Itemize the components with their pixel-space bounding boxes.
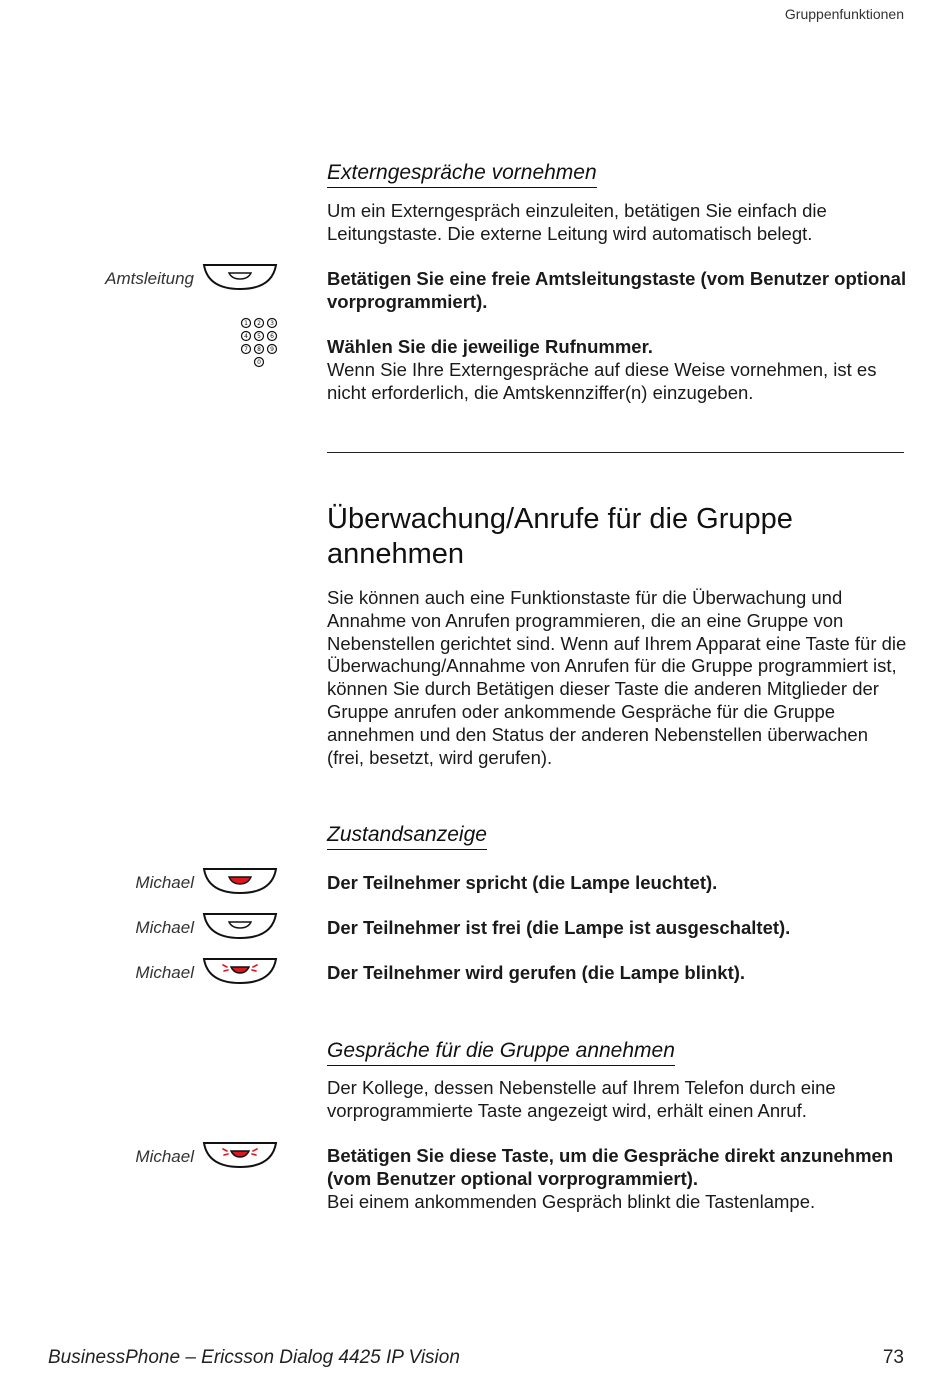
keypad-digit: 7 (244, 346, 248, 354)
footer-title: BusinessPhone – Ericsson Dialog 4425 IP Vision (48, 1347, 460, 1368)
external-step2-text: Wenn Sie Ihre Externgespräche auf diese Weise vornehmen, ist es nicht erforderlich, die Amtskennziffer(n) einzugeben. (327, 358, 877, 403)
external-step1: Betätigen Sie eine freie Amtsleitungstaste (vom Benutzer optional vorprogrammiert). (327, 268, 907, 312)
keypad-digit: 0 (257, 359, 261, 367)
external-step2 (327, 336, 907, 404)
keypad-digit: 4 (244, 333, 248, 341)
keypad-digit: 6 (270, 333, 274, 341)
status-row-label: Michael (135, 963, 194, 982)
external-step2-bold: Wählen Sie die jeweilige Rufnummer. (327, 336, 653, 357)
keypad-digit: 3 (270, 320, 274, 328)
keypad-icon (238, 315, 282, 373)
group-intro: Sie können auch eine Funktionstaste für die Überwachung und Annahme von Anrufen programmieren, die an eine Gruppe von Nebenstellen gerichtet sind. Wenn auf Ihrem Apparat eine Taste für die Überwachung/Annahme von Anrufen für die Gruppe programmiert ist, können Sie durch Betätigen dieser Taste die anderen Mitglieder der Gruppe anrufen oder ankommende Gespräche für die Gruppe annehmen und den Status der anderen Nebenstellen überwachen (frei, besetzt, wird gerufen). (327, 587, 907, 768)
page-number: 73 (882, 1347, 904, 1368)
status-row-label: Michael (135, 918, 194, 937)
status-row-label: Michael (135, 873, 194, 892)
status-row-text: Der Teilnehmer ist frei (die Lampe ist ausgeschaltet). (327, 917, 791, 938)
key-label-amtsleitung: Amtsleitung (105, 269, 194, 288)
line-key-icon (202, 263, 278, 291)
section-title-group: Überwachung/Anrufe für die Gruppe annehmen (327, 503, 793, 570)
section-title-answer: Gespräche für die Gruppe annehmen (327, 1038, 675, 1066)
answer-step-text: Bei einem ankommenden Gespräch blinkt die Tastenlampe. (327, 1190, 816, 1212)
key-lamp-off-icon (202, 912, 278, 940)
key-lamp-on-icon (202, 867, 278, 895)
section-title-status: Zustandsanzeige (327, 822, 487, 850)
status-row-text: Der Teilnehmer wird gerufen (die Lampe blinkt). (327, 962, 746, 983)
answer-intro: Der Kollege, dessen Nebenstelle auf Ihrem Telefon durch eine vorprogrammierte Taste angezeigt wird, erhält einen Anruf. (327, 1077, 836, 1121)
section-divider (327, 452, 904, 453)
keypad-digit: 5 (257, 333, 261, 341)
answer-step-bold: Betätigen Sie diese Taste, um die Gespräche direkt anzunehmen (vom Benutzer optional vorprogrammiert). (327, 1145, 894, 1189)
keypad-digit: 9 (270, 346, 274, 354)
section-title-external: Externgespräche vornehmen (327, 160, 597, 188)
answer-step (327, 1145, 907, 1213)
external-intro: Um ein Externgespräch einzuleiten, betätigen Sie einfach die Leitungstaste. Die externe Leitung wird automatisch belegt. (327, 200, 827, 244)
running-header: Gruppenfunktionen (784, 6, 904, 22)
status-row-text: Der Teilnehmer spricht (die Lampe leuchtet). (327, 872, 718, 893)
keypad-digit: 1 (244, 320, 248, 328)
key-lamp-blink-icon (202, 957, 278, 985)
keypad-digit: 8 (257, 346, 261, 354)
keypad-digit: 2 (257, 320, 261, 328)
answer-key-label: Michael (135, 1147, 194, 1166)
key-lamp-blink-icon (202, 1141, 278, 1169)
